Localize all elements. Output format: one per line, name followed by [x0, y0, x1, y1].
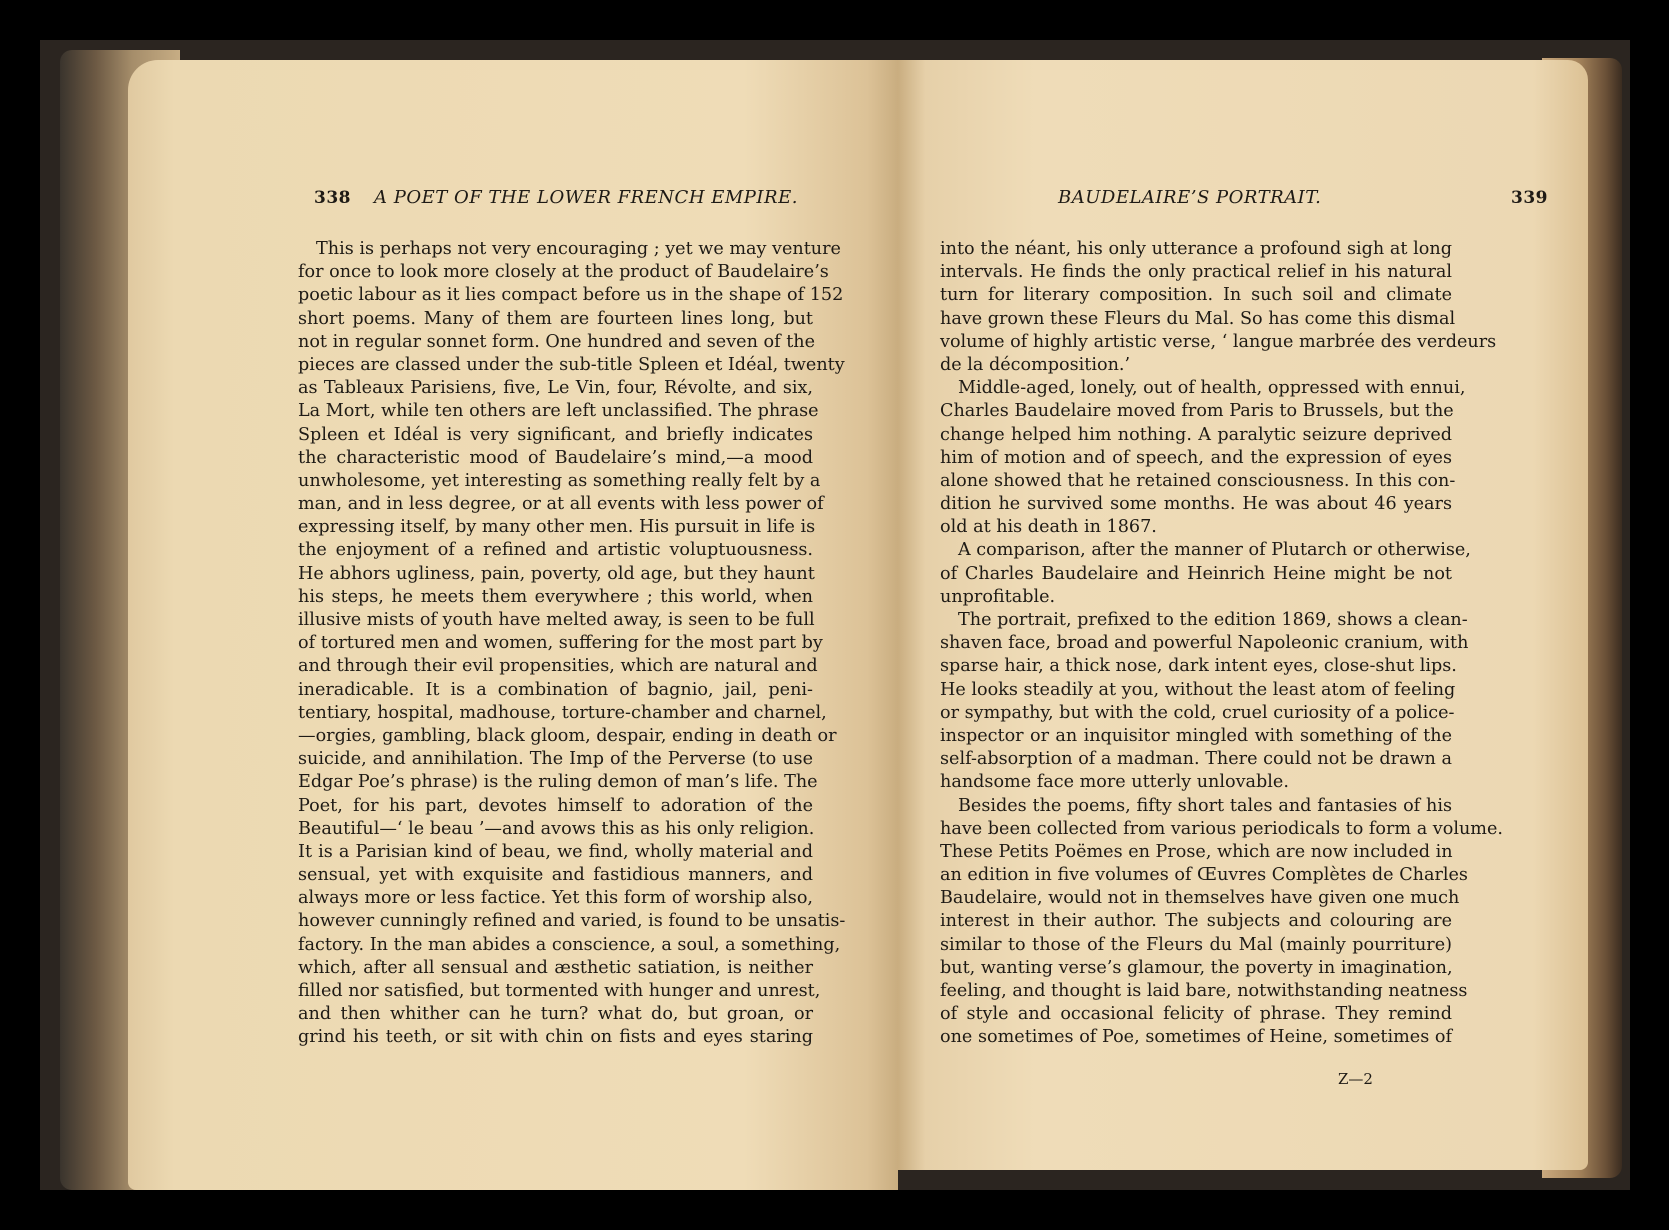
- text-line: and through their evil propensities, which are natural and: [298, 656, 818, 677]
- text-line: La Mort, while ten others are left unclassified. The phrase: [298, 401, 819, 422]
- left-page: [128, 60, 898, 1190]
- text-line: tentiary, hospital, madhouse, torture-chamber and charnel,: [298, 702, 827, 723]
- text-line: Besides the poems, fifty short tales and fantasies of his: [958, 795, 1452, 816]
- text-line: —orgies, gambling, black gloom, despair, ending in death or: [298, 725, 837, 746]
- text-line: illusive mists of youth have melted away, is seen to be full: [298, 610, 815, 630]
- text-line: self-absorption of a madman. There could not be drawn a: [940, 749, 1452, 770]
- text-line: Edgar Poe’s phrase) is the ruling demon of man’s life. The: [298, 772, 818, 793]
- text-line: Middle-aged, lonely, out of health, oppressed with ennui,: [958, 378, 1466, 399]
- text-line: him of motion and of speech, and the expression of eyes: [940, 447, 1452, 468]
- text-line: short poems. Many of them are fourteen lines long, but: [298, 308, 813, 329]
- text-line: volume of highly artistic verse, ‘ langue marbrée des verdeurs: [940, 331, 1497, 352]
- text-line: of Charles Baudelaire and Heinrich Heine might be not: [940, 563, 1452, 584]
- text-line: the enjoyment of a refined and artistic voluptuousness.: [298, 540, 813, 561]
- text-line: intervals. He finds the only practical relief in his natural: [940, 262, 1452, 283]
- text-line: Baudelaire, would not in themselves have given one much: [940, 888, 1460, 909]
- text-line: shaven face, broad and powerful Napoleonic cranium, with: [940, 633, 1469, 654]
- text-line: filled nor satisfied, but tormented with hunger and unrest,: [298, 981, 821, 1001]
- text-line: These Petits Poëmes en Prose, which are now included in: [940, 841, 1453, 862]
- text-line: ineradicable. It is a combination of bagnio, jail, peni-: [298, 679, 813, 700]
- text-line: and then whither can he turn? what do, but groan, or: [298, 1004, 813, 1025]
- text-line: change helped him nothing. A paralytic seizure deprived: [940, 424, 1452, 445]
- text-line: an edition in five volumes of Œuvres Complètes de Charles: [940, 865, 1468, 886]
- open-book: [40, 40, 1630, 1190]
- text-line: Charles Baudelaire moved from Paris to Brussels, but the: [940, 401, 1454, 422]
- text-line: of style and occasional felicity of phrase. They remind: [940, 1004, 1452, 1025]
- text-line: old at his death in 1867.: [940, 517, 1157, 538]
- left-running-header: [314, 187, 874, 217]
- right-body-text: [940, 238, 1503, 1050]
- text-line: pieces are classed under the sub-title Spleen et Idéal, twenty: [298, 354, 845, 375]
- text-line: alone showed that he retained consciousness. In this con-: [940, 470, 1456, 491]
- text-line: It is a Parisian kind of beau, we find, wholly material and: [298, 841, 813, 862]
- text-line: expressing itself, by many other men. His pursuit in life is: [298, 517, 816, 538]
- text-line: into the néant, his only utterance a profound sigh at long: [940, 239, 1452, 259]
- text-line: for once to look more closely at the product of Baudelaire’s: [298, 262, 829, 283]
- text-line: his steps, he meets them everywhere ; this world, when: [298, 586, 813, 607]
- text-line: turn for literary composition. In such soil and climate: [940, 285, 1452, 306]
- signature-mark: Z—2: [1338, 1070, 1373, 1088]
- text-line: not in regular sonnet form. One hundred and seven of the: [298, 331, 816, 352]
- text-line: sparse hair, a thick nose, dark intent eyes, close-shut lips.: [940, 656, 1457, 677]
- right-page: [898, 60, 1588, 1170]
- text-line: as Tableaux Parisiens, five, Le Vin, four, Révolte, and six,: [298, 378, 813, 399]
- text-line: grind his teeth, or sit with chin on fists and eyes staring: [298, 1027, 813, 1048]
- text-line: suicide, and annihilation. The Imp of the Perverse (to use: [298, 749, 813, 770]
- text-line: or sympathy, but with the cold, cruel curiosity of a police-: [940, 702, 1455, 723]
- text-line: unwholesome, yet interesting as something really felt by a: [298, 470, 821, 491]
- text-line: He looks steadily at you, without the least atom of feeling: [940, 679, 1456, 700]
- text-line: but, wanting verse’s glamour, the poverty in imagination,: [940, 957, 1453, 978]
- text-line: handsome face more utterly unlovable.: [940, 772, 1289, 793]
- text-line: however cunningly refined and varied, is found to be unsatis-: [298, 911, 846, 932]
- text-line: which, after all sensual and æsthetic satiation, is neither: [298, 957, 813, 978]
- text-line: one sometimes of Poe, sometimes of Heine, sometimes of: [940, 1027, 1452, 1048]
- text-line: poetic labour as it lies compact before us in the shape of 152: [298, 285, 844, 306]
- right-running-head: BAUDELAIRE’S PORTRAIT.: [1058, 187, 1322, 208]
- text-line: sensual, yet with exquisite and fastidious manners, and: [298, 865, 813, 886]
- text-line: This is perhaps not very encouraging ; yet we may venture: [316, 239, 841, 259]
- text-line: The portrait, prefixed to the edition 1869, shows a clean-: [958, 610, 1468, 630]
- text-line: the characteristic mood of Baudelaire’s mind,—a mood: [298, 447, 813, 468]
- text-line: of tortured men and women, suffering for the most part by: [298, 633, 823, 654]
- text-line: He abhors ugliness, pain, poverty, old age, but they haunt: [298, 563, 815, 584]
- text-line: de la décomposition.’: [940, 354, 1131, 375]
- left-body-text: [298, 238, 846, 1050]
- right-running-header: [1038, 187, 1568, 217]
- left-running-head: A POET OF THE LOWER FRENCH EMPIRE.: [374, 187, 798, 208]
- text-line: Spleen et Idéal is very significant, and briefly indicates: [298, 424, 813, 445]
- left-page-number: 338: [314, 188, 351, 208]
- text-line: unprofitable.: [940, 586, 1056, 607]
- text-line: inspector or an inquisitor mingled with something of the: [940, 725, 1452, 746]
- text-line: interest in their author. The subjects and colouring are: [940, 911, 1452, 932]
- text-line: have grown these Fleurs du Mal. So has come this dismal: [940, 308, 1456, 329]
- text-line: man, and in less degree, or at all events with less power of: [298, 494, 824, 515]
- text-line: dition he survived some months. He was about 46 years: [940, 494, 1452, 515]
- text-line: similar to those of the Fleurs du Mal (mainly pourriture): [940, 934, 1452, 955]
- right-page-number: 339: [1511, 188, 1548, 208]
- text-line: feeling, and thought is laid bare, notwithstanding neatness: [940, 981, 1468, 1001]
- text-line: A comparison, after the manner of Plutarch or otherwise,: [958, 540, 1471, 561]
- text-line: Beautiful—‘ le beau ’—and avows this as his only religion.: [298, 818, 815, 839]
- text-line: have been collected from various periodicals to form a volume.: [940, 818, 1503, 839]
- text-line: factory. In the man abides a conscience, a soul, a something,: [298, 934, 841, 955]
- text-line: always more or less factice. Yet this form of worship also,: [298, 888, 813, 909]
- text-line: Poet, for his part, devotes himself to adoration of the: [298, 795, 813, 816]
